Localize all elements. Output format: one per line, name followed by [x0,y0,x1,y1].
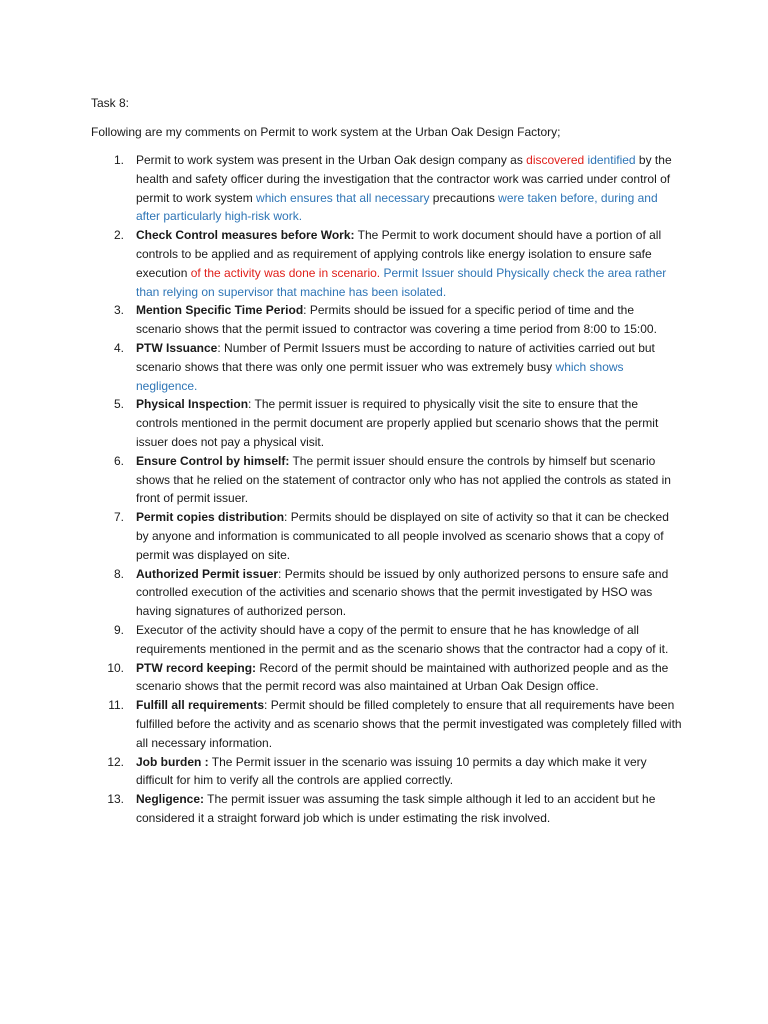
comments-list [100,151,682,828]
list-item-lead: Permit copies distribution [136,510,285,525]
list-item [100,753,682,791]
list-item-number: 1. [113,153,124,167]
tracked-change-deletion: of the activity was done in scenario. [190,265,381,280]
list-item-text: precautions [429,190,499,205]
list-item-text: The Permit to work document should have a portion of all controls to be applied and as requirement of applying controls like energy isolation to ensure safe execution [136,228,662,280]
list-item-lead: Physical Inspection [136,397,249,412]
list-item-number: 13. [107,792,124,807]
list-item-number: 9. [113,622,124,637]
list-item-lead: Fulfill all requirements [136,698,265,713]
list-item [100,621,682,659]
list-item [100,696,682,752]
list-item-number: 3. [113,303,124,318]
list-item-text: : Number of Permit Issuers must be according to nature of activities carried out but scenario shows that there was only one permit issuer who was extremely busy [136,340,655,374]
list-item-lead: PTW record keeping: [136,660,257,675]
list-item [100,790,682,828]
list-item-text: : The permit issuer is required to physically visit the site to ensure that the controls mentioned in the permit document are properly applied but scenario shows that the permit issuer does not pay a physical visit. [136,397,659,449]
list-item-text: Permit to work system was present in the Urban Oak design company as [136,153,527,167]
list-item-text: by the health and safety officer during the investigation that the contractor work was carried under control of permit to work system [136,153,672,205]
list-item-number: 7. [113,510,124,525]
list-item [100,395,682,451]
list-item-number: 8. [113,566,124,581]
list-item-text: Record of the permit should be maintained with authorized people and as the scenario shows that the permit record was also maintained at Urban Oak Design office. [136,660,669,694]
list-item-text: : Permits should be issued by only authorized persons to ensure safe and controlled execution of the activities and scenario shows that the permit investigated by HSO was having signatures of authorized person. [136,566,669,619]
list-item-number: 6. [113,453,124,468]
tracked-change-insertion: were taken before, during and after particularly high-risk work. [136,190,658,224]
list-item-text: The permit issuer was assuming the task simple although it led to an accident but he considered it a straight forward job which is under estimating the risk involved. [136,792,656,825]
list-item-number: 12. [107,754,124,769]
list-item-text: : Permit should be filled completely to ensure that all requirements have been fulfilled before the activity and as scenario shows that the permit investigated was completely filled with all necessary information. [136,698,682,750]
tracked-change-deletion: discovered [526,153,585,167]
list-item-lead: Ensure Control by himself: [136,453,290,468]
task-heading: Task 8: [91,96,130,110]
tracked-change-insertion: identified [587,153,636,167]
list-item-text: : Permits should be issued for a specific period of time and the scenario shows that the permit issued to contractor was covering a time period from 8:00 to 15:00. [136,303,657,337]
tracked-change-insertion: which shows negligence. [136,359,624,393]
list-item [100,151,682,226]
list-item-lead: Job burden : [136,754,209,769]
list-item-lead: Check Control measures before Work: [136,228,355,243]
tracked-change-insertion: which ensures that all necessary [256,190,430,205]
list-item-number: 4. [113,340,124,355]
list-item-lead: Authorized Permit issuer [136,566,279,581]
list-item-number: 11. [108,698,124,713]
list-item-lead: PTW Issuance [136,340,218,355]
list-item [100,452,682,508]
intro-paragraph: Following are my comments on Permit to work system at the Urban Oak Design Factory; [91,125,561,139]
list-item [100,565,682,621]
tracked-change-insertion: Permit Issuer should Physically check the area rather than relying on supervisor that machine has been isolated. [136,265,667,299]
list-item [100,226,682,301]
list-item-text: The permit issuer should ensure the controls by himself but scenario shows that he relied on the statement of contractor only who has not applied the controls as stated in front of permit issuer. [136,453,671,506]
list-item [100,339,682,395]
list-item-number: 10. [107,660,124,675]
list-item [100,659,682,697]
list-item [100,301,682,339]
list-item-text: : Permits should be displayed on site of activity so that it can be checked by anyone and information is communicated to all people involved as scenario shows that a copy of permit was displayed on site. [136,510,669,562]
list-item-text: The Permit issuer in the scenario was issuing 10 permits a day which make it very difficult for him to verify all the controls are applied correctly. [136,754,647,788]
list-item-number: 5. [113,397,124,412]
list-item-text: Executor of the activity should have a copy of the permit to ensure that he has knowledge of all requirements mentioned in the permit and as the scenario shows that the contractor had a copy of it. [136,622,669,656]
list-item-number: 2. [113,228,124,243]
list-item-lead: Mention Specific Time Period [136,303,304,318]
list-item-lead: Negligence: [136,792,205,807]
list-item [100,508,682,564]
